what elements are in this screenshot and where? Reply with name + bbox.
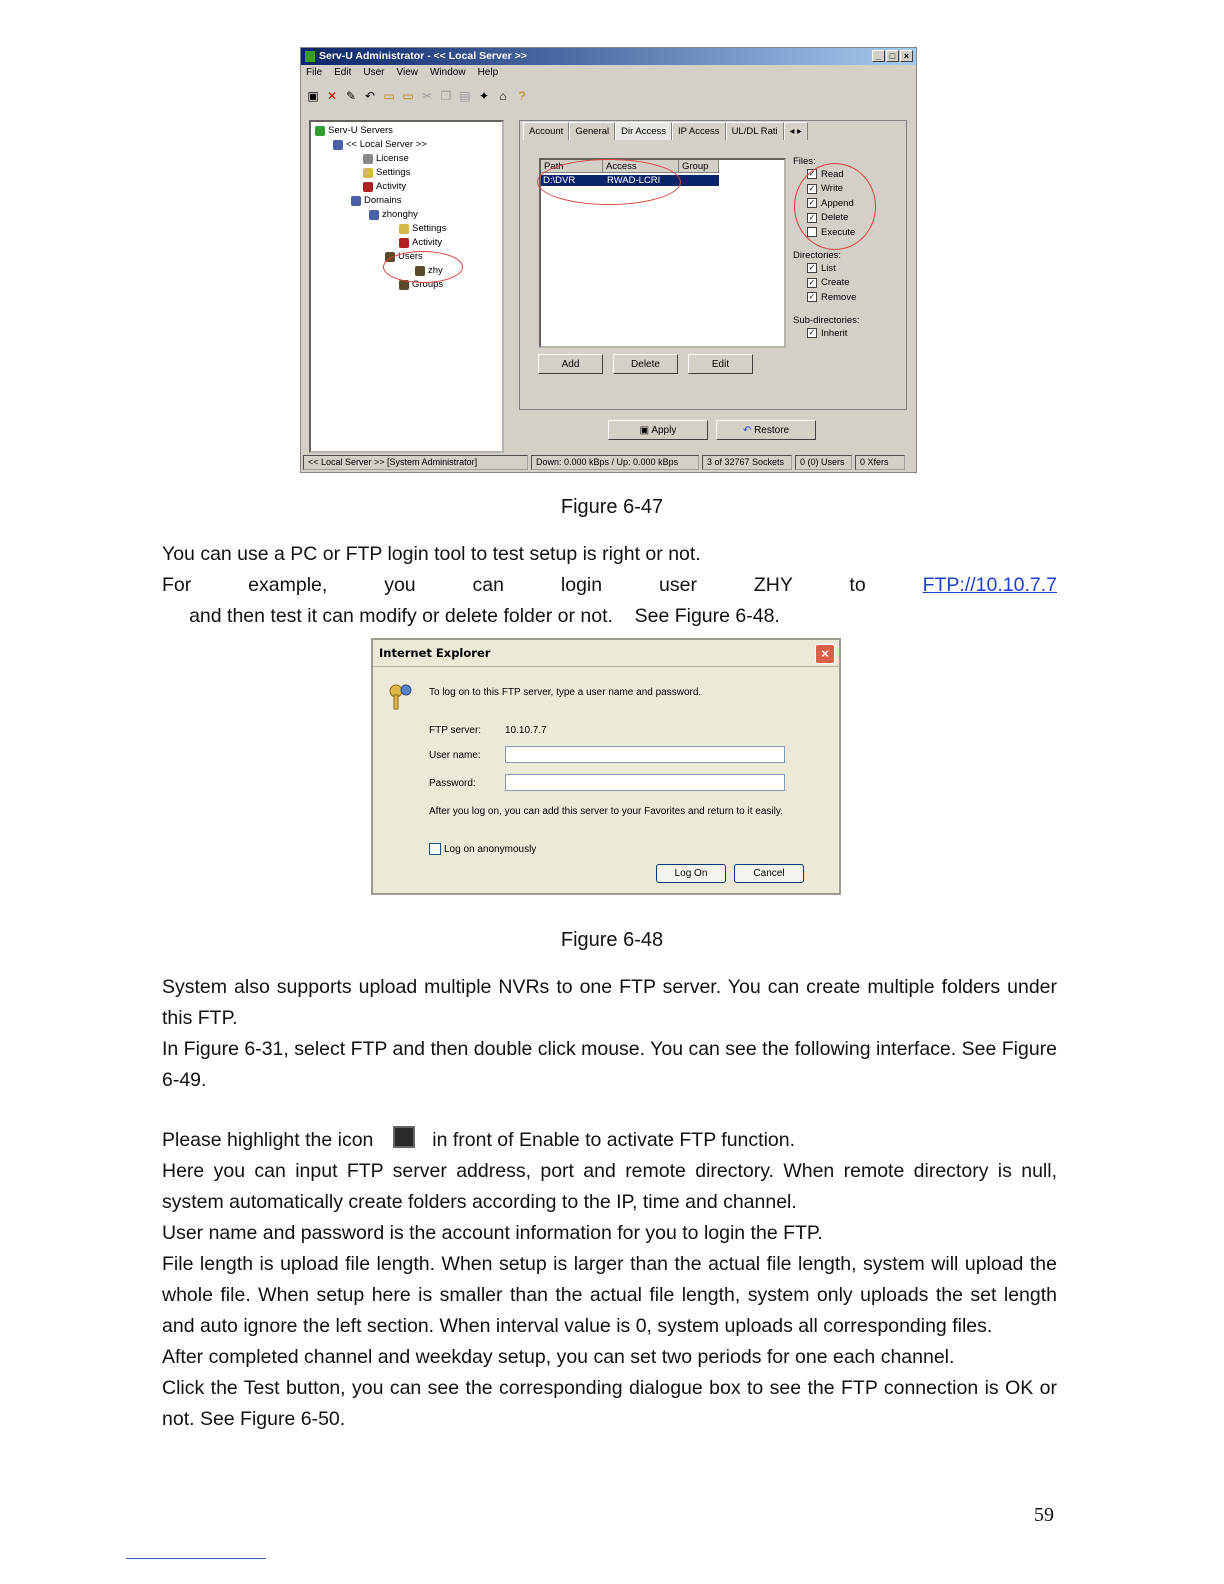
- tree-item[interactable]: Users: [385, 251, 423, 262]
- ftp-link[interactable]: FTP://10.10.7.7: [922, 574, 1057, 596]
- text-block-3: [162, 1125, 1057, 1435]
- tab-general[interactable]: General: [569, 122, 615, 140]
- settings-icon: [399, 224, 409, 234]
- lock-icon[interactable]: ⌂: [499, 89, 507, 103]
- paste-icon[interactable]: ▤: [459, 89, 471, 103]
- cancel-button[interactable]: Cancel: [734, 864, 804, 883]
- servu-app-icon: [305, 51, 315, 62]
- add-button[interactable]: Add: [538, 354, 603, 374]
- tab-dir-access[interactable]: Dir Access: [615, 122, 672, 140]
- undo-icon: ↶: [742, 425, 755, 436]
- tree-item[interactable]: Groups: [399, 279, 443, 290]
- save-icon: ▣: [639, 425, 652, 436]
- checkmark-icon: ✓: [808, 277, 816, 287]
- column-header-access[interactable]: Access: [603, 160, 679, 173]
- menu-file[interactable]: File: [306, 67, 323, 78]
- domain-icon: [369, 210, 379, 220]
- toolbar: [306, 86, 529, 106]
- checkmark-icon: ✓: [808, 263, 816, 273]
- highlight-circle: [383, 251, 463, 283]
- tree-item[interactable]: Activity: [363, 181, 406, 192]
- checkbox-inherit[interactable]: ✓ Inherit: [808, 327, 848, 339]
- status-speed: Down: 0.000 kBps / Up: 0.000 kBps: [531, 455, 699, 470]
- activity-icon: [363, 182, 373, 192]
- checkmark-icon: ✓: [808, 198, 816, 208]
- directories-group: [793, 250, 856, 305]
- page-number: 59: [1034, 1504, 1054, 1526]
- paragraph: Here you can input FTP server address, port and remote directory. When remote directory is null, system automatically create folders according to the IP, time and channel.: [162, 1160, 1057, 1213]
- checkbox-delete[interactable]: ✓ Delete: [808, 212, 849, 224]
- status-xfers: 0 Xfers: [855, 455, 905, 470]
- close-button[interactable]: ×: [900, 50, 913, 62]
- username-input[interactable]: [505, 746, 785, 763]
- folder-icon[interactable]: ▭: [402, 89, 414, 103]
- checkbox-write[interactable]: ✓ Write: [808, 183, 843, 195]
- edit-icon[interactable]: ✎: [345, 89, 357, 103]
- checkbox-box: [429, 843, 441, 855]
- help-icon[interactable]: ?: [518, 89, 526, 103]
- checkmark-icon: ✓: [808, 328, 816, 338]
- figure-caption: Figure 6-47: [560, 496, 664, 518]
- menu-user[interactable]: User: [363, 67, 385, 78]
- subdirectories-label: Sub-directories:: [793, 315, 860, 326]
- server-tree: [309, 120, 504, 453]
- status-sockets: 3 of 32767 Sockets: [702, 455, 792, 470]
- text-block-1: [162, 539, 1057, 632]
- minimize-button[interactable]: _: [872, 50, 885, 62]
- text-block-2: [162, 972, 1057, 1096]
- tree-item[interactable]: Activity: [399, 237, 442, 248]
- servu-window-title: Serv-U Administrator - << Local Server >>: [319, 50, 527, 62]
- checkbox-execute[interactable]: Execute: [807, 225, 855, 240]
- checkmark-icon: ✓: [808, 183, 816, 193]
- status-server: << Local Server >> [System Administrator]: [303, 455, 528, 470]
- servu-window: [300, 47, 917, 473]
- row-path: D:\DVR: [543, 175, 576, 186]
- checkmark-icon: ✓: [808, 169, 816, 179]
- highlight-circle: [794, 163, 876, 250]
- menu-help[interactable]: Help: [477, 67, 499, 78]
- activity-icon: [399, 238, 409, 248]
- subdirectories-group: [793, 315, 860, 341]
- tree-item[interactable]: zhy: [415, 265, 443, 276]
- settings-icon[interactable]: ✦: [478, 89, 490, 103]
- settings-icon: [363, 168, 373, 178]
- menu-view[interactable]: View: [396, 67, 418, 78]
- tree-item[interactable]: Domains: [351, 195, 402, 206]
- folder-icon[interactable]: ▭: [383, 89, 395, 103]
- password-label: Password:: [429, 778, 476, 789]
- dialog-prompt: To log on to this FTP server, type a user name and password.: [429, 687, 702, 698]
- close-button[interactable]: ×: [815, 644, 835, 664]
- copy-icon[interactable]: ❐: [440, 89, 452, 103]
- paragraph: User name and password is the account information for you to login the FTP.: [162, 1222, 823, 1244]
- log-on-button[interactable]: Log On: [656, 864, 726, 883]
- tree-item[interactable]: << Local Server >>: [333, 139, 427, 150]
- figure-caption: Figure 6-48: [560, 929, 664, 951]
- status-users: 0 (0) Users: [795, 455, 852, 470]
- domain-icon: [351, 196, 361, 206]
- checkbox-append[interactable]: ✓ Append: [808, 197, 854, 209]
- directories-label: Directories:: [793, 250, 842, 261]
- status-bar: [303, 455, 914, 470]
- tree-item[interactable]: Settings: [399, 223, 446, 234]
- delete-button[interactable]: Delete: [613, 354, 678, 374]
- restore-button[interactable]: ↶ Restore: [716, 420, 816, 440]
- tab-ip-access[interactable]: IP Access: [672, 122, 726, 140]
- username-label: User name:: [429, 750, 481, 761]
- servu-titlebar: [301, 48, 916, 65]
- paragraph: For example, you can login user ZHY to FTP://10.10.7.7 and then test it can modify or delete folder or not. See Figure 6-48.: [162, 574, 1057, 627]
- keys-icon: [387, 681, 415, 713]
- server-icon: [315, 126, 325, 136]
- cut-icon[interactable]: ✂: [421, 89, 433, 103]
- checkbox-icon: [393, 1126, 415, 1148]
- tree-item[interactable]: Settings: [363, 167, 410, 178]
- menu-window[interactable]: Window: [429, 67, 466, 78]
- edit-button[interactable]: Edit: [688, 354, 753, 374]
- checkmark-icon: ✓: [808, 212, 816, 222]
- undo-icon[interactable]: ↶: [364, 89, 376, 103]
- paragraph: Please highlight the icon in front of Enable to activate FTP function.: [162, 1125, 1057, 1156]
- highlight-circle: [537, 159, 681, 205]
- paragraph: File length is upload file length. When setup is larger than the actual file length, system will upload the whole file. When setup here is smaller than the actual file length, system only uploads the set length and auto ignore the left section. When interval value is 0, system uploads all corresponding files.: [162, 1253, 1057, 1337]
- dialog-title: Internet Explorer: [373, 640, 839, 666]
- ftp-server-label: FTP server:: [429, 725, 482, 736]
- tree-item[interactable]: License: [363, 153, 409, 164]
- save-icon[interactable]: ▣: [307, 89, 319, 103]
- computer-icon: [333, 140, 343, 150]
- menu-bar: [306, 67, 498, 78]
- tab-account[interactable]: Account: [523, 122, 569, 140]
- column-header-group[interactable]: Group: [679, 160, 719, 173]
- checkmark-icon: ✓: [808, 292, 816, 302]
- tab-ul-dl-ratio[interactable]: UL/DL Rati: [726, 122, 784, 140]
- tree-item[interactable]: Serv-U Servers: [315, 125, 393, 136]
- column-header-path[interactable]: Path: [541, 160, 603, 173]
- checkbox-list[interactable]: ✓ List: [808, 262, 836, 274]
- paragraph: System also supports upload multiple NVRs to one FTP server. You can create multiple folders under this FTP.: [162, 976, 1057, 1029]
- checkbox-read[interactable]: ✓ Read: [808, 168, 844, 180]
- menu-edit[interactable]: Edit: [334, 67, 352, 78]
- footnote-rule: [126, 1558, 266, 1559]
- key-icon: [363, 154, 373, 164]
- ftp-server-value: 10.10.7.7: [505, 725, 547, 736]
- paragraph: After completed channel and weekday setup, you can set two periods for one each channel.: [162, 1346, 955, 1368]
- files-label: Files:: [793, 156, 816, 167]
- maximize-button[interactable]: □: [886, 50, 899, 62]
- checkbox-create[interactable]: ✓ Create: [808, 277, 850, 289]
- tab-scroll-arrows[interactable]: ◂ ▸: [784, 122, 808, 140]
- paragraph: You can use a PC or FTP login tool to test setup is right or not.: [162, 543, 701, 565]
- tree-item[interactable]: zhonghy: [369, 209, 418, 220]
- row-access: RWAD-LCRI: [607, 175, 661, 186]
- paragraph: In Figure 6-31, select FTP and then double click mouse. You can see the following interface. See Figure 6-49.: [162, 1038, 1058, 1091]
- anonymous-checkbox[interactable]: Log on anonymously: [429, 843, 536, 855]
- apply-button[interactable]: ▣ Apply: [608, 420, 708, 440]
- password-input[interactable]: [505, 774, 785, 791]
- ie-login-dialog: [371, 638, 841, 895]
- dialog-info: After you log on, you can add this server to your Favorites and return to it easily.: [429, 806, 783, 817]
- checkbox-remove[interactable]: ✓ Remove: [808, 291, 857, 303]
- paragraph: Click the Test button, you can see the corresponding dialogue box to see the FTP connection is OK or not. See Figure 6-50.: [162, 1377, 1057, 1430]
- delete-icon[interactable]: ✕: [326, 89, 338, 103]
